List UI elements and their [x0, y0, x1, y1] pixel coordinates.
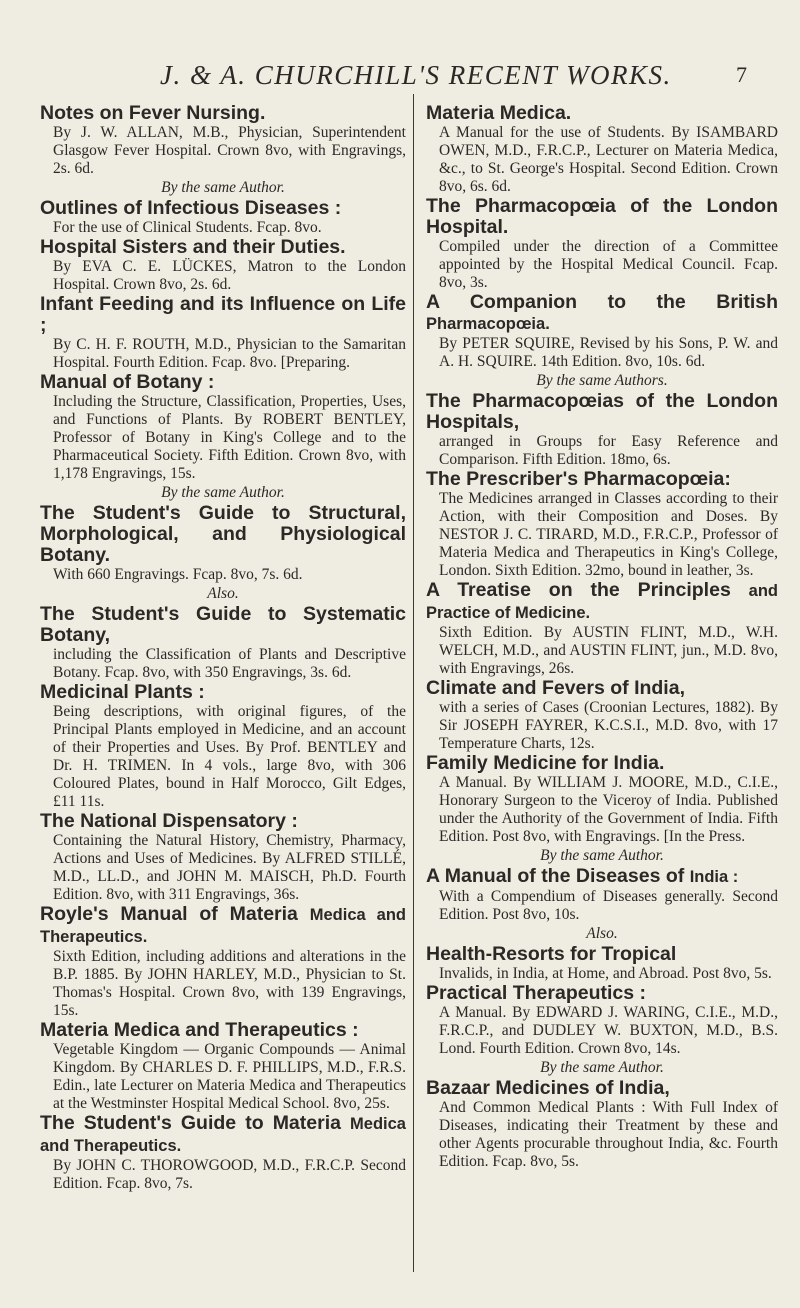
book-title	[426, 580, 778, 624]
book-entry	[40, 1113, 406, 1193]
book-title-text: A Manual of the Diseases of	[426, 865, 685, 887]
book-title-text: A Companion to the British	[426, 291, 778, 313]
book-title	[40, 198, 406, 219]
book-title	[426, 866, 778, 888]
book-subtitle: Medica and Therapeutics.	[40, 1115, 406, 1155]
book-title-text: The Pharmacopœias of the London Hospitals,	[426, 390, 778, 433]
book-title-text: Infant Feeding and its Influence on Life ;	[40, 293, 406, 336]
book-entry	[40, 1020, 406, 1113]
book-title	[426, 391, 778, 433]
book-title-text: Materia Medica.	[426, 102, 572, 124]
book-title-text: The Student's Guide to Systematic Botany,	[40, 603, 406, 646]
book-title	[426, 1078, 778, 1099]
book-description: Being descriptions, with original figures, of the Principal Plants employed in Medicine, and an account of their Properties and Uses. By Prof. BENTLEY and Dr. H. TRIMEN. In 4 vols., large 8vo, with 306 Coloured Plates, bound in Half Morocco, Gilt Edges, £11 11s.	[53, 703, 406, 810]
byline: Also.	[207, 585, 239, 602]
book-entry	[426, 469, 778, 580]
book-subtitle: India :	[689, 868, 739, 886]
page-number: 7	[736, 62, 747, 87]
book-title-text: Medicinal Plants :	[40, 681, 205, 703]
book-entry	[40, 682, 406, 811]
book-description: By EVA C. E. LÜCKES, Matron to the London Hospital. Crown 8vo, 2s. 6d.	[53, 258, 406, 293]
book-description: For the use of Clinical Students. Fcap. 8vo.	[53, 219, 322, 236]
book-title-text: Royle's Manual of Materia	[40, 903, 298, 925]
book-entry	[40, 198, 406, 237]
book-description: A Manual. By WILLIAM J. MOORE, M.D., C.I.E., Honorary Surgeon to the Viceroy of India. Published under the Authority of the Government of India. Fifth Edition. Post 8vo, with Engravings. [In the Press.	[439, 774, 778, 845]
book-description: Including the Structure, Classification, Properties, Uses, and Functions of Plants. By ROBERT BENTLEY, Professor of Botany in King's College and to the Pharmaceutical Society. Fifth Edition. Crown 8vo, with 1,178 Engravings, 15s.	[53, 393, 406, 482]
book-entry	[426, 678, 778, 753]
book-entry	[426, 196, 778, 292]
book-title-text: Practical Therapeutics :	[426, 982, 647, 1004]
book-description: By PETER SQUIRE, Revised by his Sons, P. W. and A. H. SQUIRE. 14th Edition. 8vo, 10s. 6d.	[439, 335, 778, 370]
book-description: Compiled under the direction of a Committee appointed by the Hospital Medical Council. Fcap. 8vo, 3s.	[439, 238, 778, 291]
book-title-text: Outlines of Infectious Diseases :	[40, 197, 342, 219]
book-description: Containing the Natural History, Chemistry, Pharmacy, Actions and Uses of Medicines. By ALFRED STILLÉ, M.D., LL.D., and JOHN M. MAISCH, Ph.D. Fourth Edition. 8vo, with 311 Engravings, 36s.	[53, 832, 406, 903]
book-subtitle: and Practice of Medicine.	[426, 582, 778, 622]
book-title-text: Manual of Botany :	[40, 371, 215, 393]
book-description: Invalids, in India, at Home, and Abroad. Post 8vo, 5s.	[439, 965, 772, 982]
book-description: Sixth Edition. By AUSTIN FLINT, M.D., W.H. WELCH, M.D., and AUSTIN FLINT, jun., M.D. 8vo, with Engravings, 26s.	[439, 624, 778, 677]
book-title	[40, 1020, 406, 1041]
book-title	[426, 103, 778, 124]
book-entry	[40, 503, 406, 584]
book-entry	[40, 904, 406, 1020]
book-entry	[426, 391, 778, 469]
book-entry	[426, 944, 778, 983]
book-entry	[40, 811, 406, 904]
book-description: including the Classification of Plants and Descriptive Botany. Fcap. 8vo, with 350 Engravings, 3s. 6d.	[53, 646, 406, 681]
book-entry	[40, 237, 406, 294]
book-title-text: The National Dispensatory :	[40, 810, 298, 832]
book-title	[426, 469, 778, 490]
running-title: J. & A. CHURCHILL'S RECENT WORKS.	[160, 60, 672, 90]
book-entry	[426, 103, 778, 196]
book-description: arranged in Groups for Easy Reference and Comparison. Fifth Edition. 18mo, 6s.	[439, 433, 778, 468]
book-title	[426, 983, 778, 1004]
book-title	[40, 372, 406, 393]
book-entry	[40, 294, 406, 372]
book-title	[426, 292, 778, 335]
book-title-text: Climate and Fevers of India,	[426, 677, 685, 699]
book-title	[40, 682, 406, 703]
book-description: A Manual for the use of Students. By ISAMBARD OWEN, M.D., F.R.C.P., Lecturer on Materia Medica, &c., to St. George's Hospital. Second Edition. Crown 8vo, 6s. 6d.	[439, 124, 778, 195]
book-title-text: Health-Resorts for Tropical	[426, 943, 677, 965]
book-description: By C. H. F. ROUTH, M.D., Physician to the Samaritan Hospital. Fourth Edition. Fcap. 8vo. [Preparing.	[53, 336, 406, 371]
book-title	[40, 904, 406, 948]
book-title	[40, 604, 406, 646]
book-description: Vegetable Kingdom — Organic Compounds — Animal Kingdom. By CHARLES D. F. PHILLIPS, M.D., F.R.S. Edin., late Lecturer on Materia Medica and Therapeutics at the Westminster Hospital Medical School. 8vo, 25s.	[53, 1041, 406, 1112]
book-title	[426, 678, 778, 699]
book-entry	[40, 604, 406, 682]
left-column	[40, 103, 406, 1193]
book-subtitle: Pharmacopœia.	[426, 315, 550, 333]
byline: By the same Authors.	[536, 372, 668, 389]
book-description: with a series of Cases (Croonian Lectures, 1882). By Sir JOSEPH FAYRER, K.C.S.I., M.D. 8vo, with 17 Temperature Charts, 12s.	[439, 699, 778, 752]
book-title-text: Bazaar Medicines of India,	[426, 1077, 670, 1099]
book-title-text: The Pharmacopœia of the London Hospital.	[426, 195, 778, 238]
book-description: With a Compendium of Diseases generally. Second Edition. Post 8vo, 10s.	[439, 888, 778, 923]
book-title-text: The Student's Guide to Materia	[40, 1112, 341, 1134]
book-title	[40, 503, 406, 566]
book-entry	[426, 983, 778, 1058]
byline: By the same Author.	[540, 1059, 664, 1076]
byline: By the same Author.	[161, 484, 285, 501]
byline: By the same Author.	[540, 847, 664, 864]
book-entry	[40, 103, 406, 178]
book-title-text: The Student's Guide to Structural, Morphological, and Physiological Botany.	[40, 502, 406, 566]
book-entry	[426, 580, 778, 678]
book-description: By JOHN C. THOROWGOOD, M.D., F.R.C.P. Second Edition. Fcap. 8vo, 7s.	[53, 1157, 406, 1192]
book-entry	[426, 866, 778, 924]
byline: Also.	[586, 925, 618, 942]
book-title-text: Hospital Sisters and their Duties.	[40, 236, 346, 258]
book-entry	[426, 292, 778, 371]
column-divider	[413, 94, 414, 1272]
book-description: And Common Medical Plants : With Full Index of Diseases, indicating their Treatment by these and other Agents procurable throughout India, &c. Fourth Edition. Fcap. 8vo, 5s.	[439, 1099, 778, 1170]
byline: By the same Author.	[161, 179, 285, 196]
book-title	[40, 811, 406, 832]
book-title-text: The Prescriber's Pharmacopœia:	[426, 468, 731, 490]
book-description: Sixth Edition, including additions and alterations in the B.P. 1885. By JOHN HARLEY, M.D., Physician to St. Thomas's Hospital. Crown 8vo, with 139 Engravings, 15s.	[53, 948, 406, 1019]
book-title	[40, 237, 406, 258]
book-title	[426, 196, 778, 238]
book-title	[40, 294, 406, 336]
book-subtitle: Medica and Therapeutics.	[40, 906, 406, 946]
right-column	[426, 103, 778, 1171]
book-title	[426, 753, 778, 774]
book-title	[40, 1113, 406, 1157]
book-title	[40, 103, 406, 124]
book-title-text: Materia Medica and Therapeutics :	[40, 1019, 359, 1041]
book-entry	[426, 1078, 778, 1171]
book-entry	[40, 372, 406, 483]
book-description: By J. W. ALLAN, M.B., Physician, Superintendent Glasgow Fever Hospital. Crown 8vo, with Engravings, 2s. 6d.	[53, 124, 406, 177]
book-description: The Medicines arranged in Classes according to their Action, with their Composition and Doses. By NESTOR J. C. TIRARD, M.D., F.R.C.P., Professor of Materia Medica and Therapeutics in King's College, London. Sixth Edition. 32mo, bound in leather, 3s.	[439, 490, 778, 579]
book-description: A Manual. By EDWARD J. WARING, C.I.E., M.D., F.R.C.P., and DUDLEY W. BUXTON, M.D., B.S. Lond. Fourth Edition. Crown 8vo, 14s.	[439, 1004, 778, 1057]
book-title-text: Notes on Fever Nursing.	[40, 102, 266, 124]
book-title	[426, 944, 778, 965]
book-entry	[426, 753, 778, 846]
book-title-text: Family Medicine for India.	[426, 752, 665, 774]
running-head	[0, 60, 800, 90]
book-description: With 660 Engravings. Fcap. 8vo, 7s. 6d.	[53, 566, 303, 583]
book-title-text: A Treatise on the Principles	[426, 579, 731, 601]
